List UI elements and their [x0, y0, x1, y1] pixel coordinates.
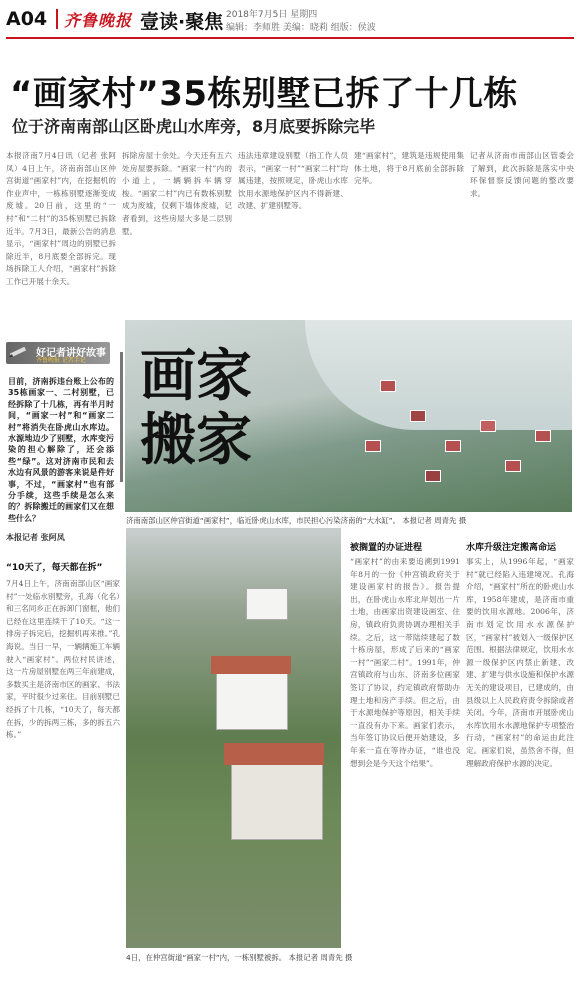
feature-title-line1: 画家	[140, 344, 252, 409]
body-column-1: 7月4日上午，济南南部山区“画家村”一处临水别墅旁，孔海（化名）和三名同乡正在拆卸门窗框，他们已经在这里连续干了10天。“这一排房子拆完后，挖掘机再来推。”孔海说。当日一早，一辆辆施工车辆驶入“画家村”。两位村民讲述，这一片房屋别墅在两三年前建成，多数买主是济南市区的画家、书法家，平时很少过来住。目前别墅已经拆了十几栋，“10天了，每天都在拆，少的拆两三栋，多的拆五六栋。”	[6, 579, 120, 740]
lead-column-3: 违法违章建设别墅（指工作人员表示，“画家一村”“画家二村”均属违建，按照规定，卧虎山水库饮用水源地保护区内不得新建、改建、扩建别墅等。	[238, 151, 348, 211]
roof	[425, 470, 441, 482]
reservoir-water	[305, 320, 572, 430]
house	[216, 668, 288, 730]
roof	[211, 656, 291, 674]
intro-paragraph: 目前，济南拆违台账上公布的35栋画家一、二村别墅，已经拆除了十几栋，再有半月时间，“画家一村”和“画家二村”将消失在卧虎山水库边。水源地边少了别墅，水库变污染的担心解除了，还会添些“绿”。这对济南市民和去水边有风景的游客来说是件好事，不过，“画家村”也有部分手续，这些手续是怎么来的？拆除搬迁的画家们又在想些什么？	[8, 377, 114, 523]
house	[231, 758, 323, 840]
feature-title-line2: 搬家	[140, 408, 252, 473]
sub-headline: 位于济南南部山区卧虎山水库旁，8月底要拆除完毕	[12, 117, 376, 136]
roof	[535, 430, 551, 442]
main-headline: “画家村”35栋别墅已拆了十几栋	[10, 74, 519, 114]
roof	[445, 440, 461, 452]
title-accent-bar	[120, 352, 123, 482]
roof	[505, 460, 521, 472]
section-title: 壹读·聚焦	[140, 11, 224, 33]
roof	[480, 420, 496, 432]
byline: 本报记者 张阿凤	[6, 533, 65, 542]
aerial-photo-caption: 济南南部山区仲宫街道“画家村”，临近卧虎山水库，市民担心污染济南的“大水缸”。 本报记者 周青先 摄	[126, 516, 467, 525]
body-column-3: “画家村”的由来要追溯到1991年8月的一份《仲宫镇政府关于建设画家村的报告》。报告提出，在卧虎山水库北岸划出一片土地，由画家出资建设画室、住房，镇政府负责协调办理相关手续。之后，这一带陆续建起了数十栋房屋，形成了后来的“画家一村”“画家二村”。1991年，仲宫镇政府与山东、济南多位画家签订了协议，约定镇政府帮助办理土地和房产手续。但之后，由于水源地保护等原因，相关手续一直没有办下来。画家们表示，当年签订协议后便开始建设，多年来一直在等待办证，“谁也没想到会是今天这个结果”。	[350, 557, 460, 768]
roof	[380, 380, 396, 392]
demolition-photo-caption: 4日，在仲宫街道“画家一村”内，一栋别墅被拆。 本报记者 周青先 摄	[126, 953, 353, 962]
lead-column-4: 建“画家村”，建筑是违规使用集体土地，将于8月底前全部拆除完毕。	[354, 151, 464, 186]
page-number: A04	[6, 8, 48, 30]
lead-column-1: 本报济南7月4日讯（记者 张阿凤）4日上午，济南南部山区仲宫街道“画家村”内，在挖掘机的作业声中，一栋栋别墅逐渐变成废墟。20日前，这里的“一村”和“二村”的35栋别墅已拆除近半。7月3日，最新公告的消息显示，“画家村”周边的别墅已拆除近半，8月底要全部拆完。现场拆除工人介绍，“画家村”拆除工作已开展十余天。	[6, 151, 116, 286]
section-heading-2: 被搁置的办证进程	[350, 543, 423, 553]
house	[246, 588, 288, 620]
feature-title	[140, 345, 252, 473]
editor-credits: 编辑：李师胜 美编：晓莉 组版：侯波	[226, 23, 376, 33]
newspaper-logo: 齐鲁晚报	[64, 11, 133, 30]
column-tag-subtitle: 齐鲁晚报 记者手记	[36, 357, 86, 364]
roof	[224, 743, 324, 765]
roof	[410, 410, 426, 422]
masthead	[0, 0, 580, 38]
body-column-4: 事实上，从1996年起，“画家村”就已经陷入违建境况。孔海介绍，“画家村”所在的卧虎山水库，1958年建成，是济南市重要的饮用水源地。2006年，济南市划定饮用水水源保护区，“画家村”被划入一级保护区范围。根据法律规定，饮用水水源一级保护区内禁止新建、改建、扩建与供水设施和保护水源无关的建设项目，已建成的，由县级以上人民政府责令拆除或者关闭。今年，济南市开展卧虎山水库饮用水水源地保护专项整治行动，“画家村”的命运由此注定。画家们说，虽然舍不得，但理解政府保护水源的决定。	[466, 557, 574, 768]
column-tag-title: 好记者讲好故事	[36, 348, 106, 359]
issue-date: 2018年7月5日 星期四	[226, 10, 318, 20]
lead-column-2: 拆除房屋十余处。今天还有五六处房屋要拆除。“画家一村”内的小道上，一辆辆拆车辆穿梭。“画家二村”内已有数栋别墅成为废墟，仅剩下墙体废墟，记者看到，这些房屋大多是二层别墅。	[122, 151, 232, 236]
masthead-rule	[6, 37, 574, 39]
section-heading-3: 水库升级注定搬离命运	[466, 543, 557, 553]
masthead-divider	[56, 9, 58, 29]
section-heading-1: “10天了，每天都在拆”	[6, 563, 103, 573]
roof	[365, 440, 381, 452]
demolition-photo	[126, 528, 341, 948]
lead-column-5: 记者从济南市南部山区管委会了解到，此次拆除是落实中央环保督察反馈问题的整改要求。	[470, 151, 574, 198]
pen-icon	[8, 344, 28, 360]
